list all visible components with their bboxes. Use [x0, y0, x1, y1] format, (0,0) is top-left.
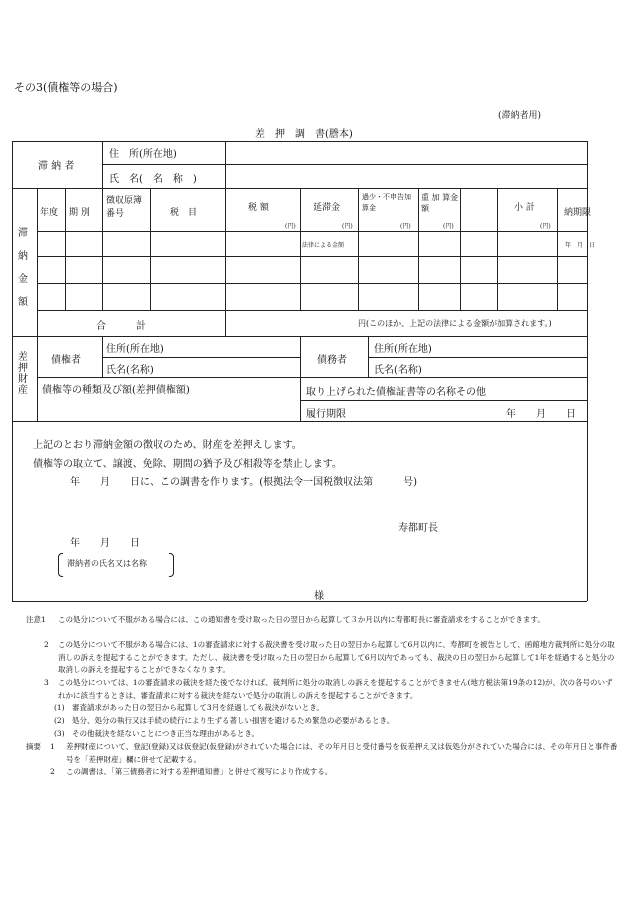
- name-label: 氏 名( 名 称 ): [109, 174, 197, 185]
- debtor-address-label: 住所(所在地): [374, 344, 432, 355]
- summary-2: この調書は、「第三債務者に対する差押通知書」と併せて複写により作成する。: [66, 767, 333, 776]
- note-3-1: 審査請求があった日の翌日から起算して3月を経過しても裁決がないとき。: [72, 703, 324, 712]
- col-delinquency-header: 延滞金: [313, 203, 341, 213]
- statement-line-1: 上記のとおり滞納金額の徴収のため、財産を差押えします。: [33, 440, 302, 451]
- note-2-number: 2: [44, 640, 49, 649]
- taxpayer-name-field[interactable]: [228, 166, 585, 187]
- address-label: 住 所(所在地): [109, 149, 177, 160]
- total-label: 合 計: [96, 321, 146, 332]
- underreport-unit: (円): [400, 223, 411, 230]
- debtor-name-label: 氏名(名称): [374, 365, 422, 376]
- note-1: この処分について不服がある場合には、この通知書を受け取った日の翌日から起算して３か月以内に寿都町長に審査請求をすることができます。: [58, 615, 545, 624]
- note-3: この処分については、1の審査請求の裁決を経た後でなければ、裁判所に処分の取消しの訴えを提起することができません(地方税法第19条の12)が、次の各号のいずれかに該当するときは、審査請求に対する裁決を経ないで処分の取消しの訴えを提起することができます。: [58, 678, 613, 700]
- certificate-label: 取り上げられた債権証書等の名称その他: [306, 387, 486, 398]
- summary-label: 摘要: [26, 742, 41, 751]
- tax-unit: (円): [285, 223, 296, 230]
- taxpayer-label: 滞 納 者: [38, 161, 75, 172]
- col-period-header: 期 別: [69, 208, 90, 218]
- summary-1: 差押財産について、登記(登録)又は仮登記(仮登録)がされていた場合には、その年月日と受付番号を仮差押え又は仮処分がされていた場合には、その年月日と事件番号を「差押財産」欄に併せて記載する。: [66, 742, 618, 764]
- col-item-header: 税 目: [170, 208, 198, 218]
- col-subtotal-header: 小 計: [514, 203, 535, 213]
- note-3-3-number: (3): [54, 729, 65, 738]
- form-section-title: その3(債権等の場合): [14, 81, 118, 94]
- col-year-header: 年度: [40, 208, 59, 218]
- notes-section: [26, 614, 618, 779]
- col-tax-header: 税 額: [248, 203, 269, 213]
- office-name: 寿都町長: [398, 523, 438, 534]
- taxpayer-address-field[interactable]: [228, 143, 585, 163]
- debtor-label: 債務者: [317, 355, 347, 366]
- arrears-side-label: 滞 納 金 額: [18, 228, 28, 308]
- note-3-1-number: (1): [54, 703, 65, 712]
- seized-side-label: 差 押 財 産: [18, 352, 28, 396]
- signing-date: 年 月 日: [70, 538, 140, 549]
- heavy-unit: (円): [443, 223, 454, 230]
- subtotal-unit: (円): [540, 223, 551, 230]
- summary-2-number: 2: [50, 767, 55, 776]
- legal-amount-note: 法律による金額: [302, 242, 345, 249]
- document-title: 差 押 調 書(謄本): [255, 129, 353, 140]
- col-ledger-header: 徴収原簿番号: [106, 196, 143, 219]
- due-date: 年 月 日: [506, 409, 576, 420]
- notice-label: 注意1: [26, 615, 46, 624]
- summary-1-number: 1: [50, 742, 55, 751]
- total-note: 円(このほか、上記の法律による金額が加算されます。): [358, 319, 552, 328]
- creditor-name-label: 氏名(名称): [106, 365, 154, 376]
- col-underreport-header: 過少・不申告加算金: [362, 193, 411, 212]
- honorific: 様: [314, 591, 324, 602]
- note-2: この処分について不服がある場合には、1の審査請求に対する裁決書を受け取った日の翌日から起算して6月以内に、寿都町を被告として、函館地方裁判所に処分の取消しの訴えを提起することができます。ただし、裁決書を受け取った日の翌日から起算して6月以内であっても、裁決の日の翌日から起算して1年を経過すると処分の取消しの訴えを提起することができなくなります。: [58, 640, 615, 675]
- statement-line-3: 年 月 日に、この調書を作ります。(根拠法令一国税徴収法第 号): [70, 477, 418, 488]
- col-deadline-header: 納期限: [564, 208, 592, 218]
- note-3-3: その他裁決を経ないことにつき正当な理由があるとき。: [72, 729, 260, 738]
- creditor-label: 債権者: [51, 355, 81, 366]
- claim-label: 債権等の種類及び額(差押債権額): [42, 385, 190, 396]
- statement-line-2: 債権等の取立て、譲渡、免除、期間の猶予及び相殺等を禁止します。: [33, 459, 342, 470]
- copy-label: (滞納者用): [498, 111, 542, 121]
- signer-name-box[interactable]: [58, 553, 174, 575]
- note-3-2-number: (2): [54, 716, 65, 725]
- delinquency-unit: (円): [342, 223, 353, 230]
- col-heavy-header: 重 加 算金 額: [421, 193, 459, 213]
- note-3-2: 処分、処分の執行又は手続の続行により生ずる著しい損害を避けるため緊急の必要があるとき。: [72, 716, 395, 725]
- note-3-number: 3: [44, 678, 49, 687]
- deadline-date-placeholder: 年 月 日: [565, 242, 596, 249]
- signer-name-label: 滞納者の氏名又は名称: [67, 559, 147, 568]
- due-label: 履行期限: [306, 409, 346, 420]
- creditor-address-label: 住所(所在地): [106, 344, 164, 355]
